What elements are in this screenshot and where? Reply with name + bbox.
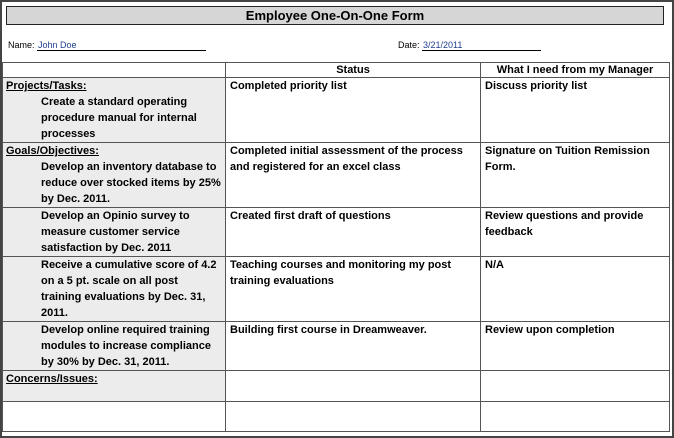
header-tasks: [3, 63, 226, 78]
need-cell[interactable]: Discuss priority list: [481, 78, 670, 143]
need-cell-empty[interactable]: [481, 371, 670, 402]
name-label: Name:: [8, 40, 35, 50]
header-status: Status: [226, 63, 481, 78]
need-cell-empty[interactable]: [481, 402, 670, 432]
task-text[interactable]: Receive a cumulative score of 4.2 on a 5 pt. scale on all post training evaluations by Dec. 31, 2011.: [41, 259, 217, 319]
name-field: [8, 40, 206, 51]
section-projects-label: Projects/Tasks:: [6, 80, 87, 92]
status-cell[interactable]: Created first draft of questions: [226, 208, 481, 257]
task-cell: [3, 322, 226, 371]
need-cell[interactable]: N/A: [481, 257, 670, 322]
name-value[interactable]: John Doe: [37, 40, 206, 51]
header-manager-needs: What I need from my Manager: [481, 63, 670, 78]
section-concerns-label: Concerns/Issues:: [6, 373, 98, 385]
task-cell: [3, 208, 226, 257]
status-cell[interactable]: Completed priority list: [226, 78, 481, 143]
section-goals-label: Goals/Objectives:: [6, 145, 99, 157]
task-text[interactable]: Develop an Opinio survey to measure customer service satisfaction by Dec. 2011: [41, 210, 190, 254]
concerns-cell: [3, 371, 226, 402]
need-cell[interactable]: Signature on Tuition Remission Form.: [481, 143, 670, 208]
task-cell: [3, 143, 226, 208]
status-cell[interactable]: Building first course in Dreamweaver.: [226, 322, 481, 371]
table-row: [3, 78, 670, 143]
date-value[interactable]: 3/21/2011: [422, 40, 541, 51]
status-cell[interactable]: Completed initial assessment of the process and registered for an excel class: [226, 143, 481, 208]
status-cell-empty[interactable]: [226, 402, 481, 432]
table-header-row: [3, 63, 670, 78]
date-label: Date:: [398, 40, 420, 50]
task-text[interactable]: Develop online required training modules to increase compliance by 30% by Dec. 31, 2011.: [41, 324, 211, 368]
table-row: [3, 322, 670, 371]
task-cell: [3, 257, 226, 322]
table-row: [3, 143, 670, 208]
date-field: [398, 40, 541, 51]
task-text[interactable]: Create a standard operating procedure manual for internal processes: [41, 96, 197, 140]
task-cell-empty[interactable]: [3, 402, 226, 432]
table-row: [3, 208, 670, 257]
table-row-concerns: [3, 371, 670, 402]
one-on-one-table: [2, 62, 670, 432]
table-row: [3, 257, 670, 322]
status-cell-empty[interactable]: [226, 371, 481, 402]
status-cell[interactable]: Teaching courses and monitoring my post training evaluations: [226, 257, 481, 322]
need-cell[interactable]: Review questions and provide feedback: [481, 208, 670, 257]
need-cell[interactable]: Review upon completion: [481, 322, 670, 371]
task-text[interactable]: Develop an inventory database to reduce over stocked items by 25% by Dec. 2011.: [41, 161, 221, 205]
table-row-empty: [3, 402, 670, 432]
task-cell: [3, 78, 226, 143]
form-title: Employee One-On-One Form: [6, 6, 664, 25]
